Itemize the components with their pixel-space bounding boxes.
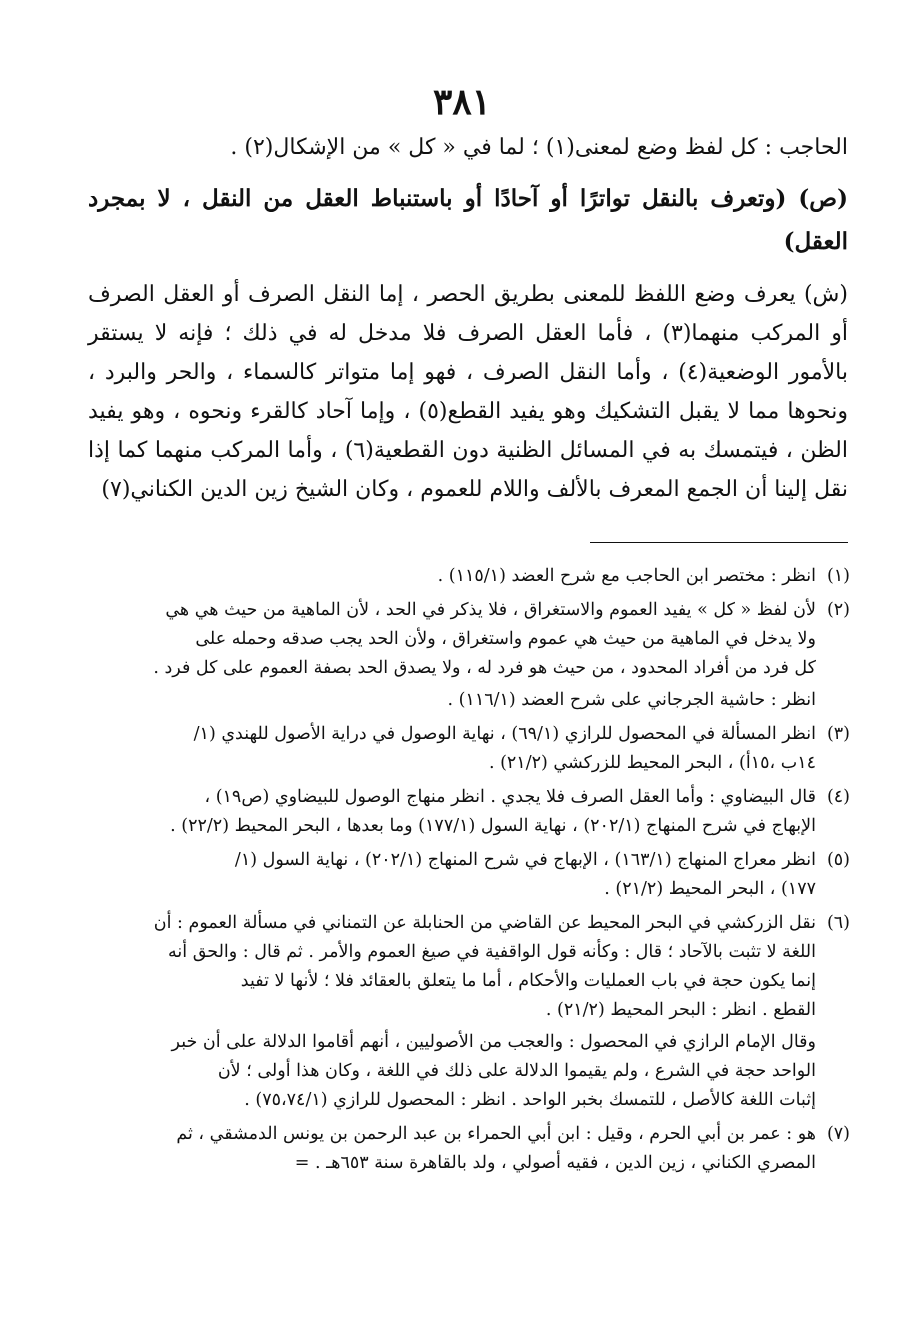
- footnote-number: (٢): [826, 600, 850, 620]
- footnote-line: ولا يدخل في الماهية من حيث هي عموم واستغراق ، ولأن الحد يجب صدقه وحمله على: [195, 629, 816, 649]
- footnote-line: ١٧٧) ، البحر المحيط (٢١/٢) .: [604, 879, 816, 899]
- footnote-number: (٤): [826, 787, 850, 807]
- footnote-number: (١): [826, 566, 850, 586]
- footnote-line: المصري الكناني ، زين الدين ، فقيه أصولي ، ولد بالقاهرة سنة ٦٥٣هـ . =: [294, 1153, 816, 1173]
- footnote-body: [60, 909, 816, 1115]
- page-number: ٣٨١: [432, 81, 491, 123]
- footnote-sub-line: الواحد حجة في الشرع ، ولم يقيموا الدلالة على ذلك في اللغة ، وكان هذا أولى ؛ لأن: [217, 1061, 816, 1081]
- footnote-body: [60, 720, 816, 778]
- footnote-sub-line: انظر : حاشية الجرجاني على شرح العضد (١١٦/١) .: [447, 690, 816, 710]
- footnote-number: (٥): [826, 850, 850, 870]
- footnote-line: اللغة لا تثبت بالآحاد ؛ قال : وكأنه قول الواقفية في صيغ العموم والأمر . ثم قال : والحق أنه: [168, 942, 816, 962]
- main-text: [88, 128, 848, 509]
- footnote-divider: [590, 542, 848, 543]
- footnote: [60, 846, 850, 904]
- footnote-line: هو : عمر بن أبي الحرم ، وقيل : ابن أبي الحمراء بن عبد الرحمن بن يونس الدمشقي ، ثم: [176, 1124, 816, 1144]
- footnote: [60, 562, 850, 591]
- footnote: [60, 783, 850, 841]
- footnote-line: لأن لفظ « كل » يفيد العموم والاستغراق ، فلا يذكر في الحد ، لأن الماهية من حيث هي هي: [165, 600, 816, 620]
- footnote-line: إنما يكون حجة في باب العمليات والأحكام ، أما ما يتعلق بالعقائد فلا ؛ لأنها لا تفيد: [240, 971, 816, 991]
- footnote-line: انظر معراج المنهاج (١٦٣/١) ، الإبهاج في شرح المنهاج (٢٠٢/١) ، نهاية السول (١/: [234, 850, 816, 870]
- footnote-body: [60, 1120, 816, 1178]
- footnote-body: [60, 562, 816, 591]
- footnote-line: الإبهاج في شرح المنهاج (٢٠٢/١) ، نهاية السول (١٧٧/١) وما بعدها ، البحر المحيط (٢٢/٢) .: [170, 816, 816, 836]
- footnote-line: نقل الزركشي في البحر المحيط عن القاضي من الحنابلة عن التمناني في مسألة العموم : أن: [153, 913, 816, 933]
- intro-paragraph: الحاجب : كل لفظ وضع لمعنى(١) ؛ لما في « كل » من الإشكال(٢) .: [230, 135, 848, 160]
- footnote: [60, 909, 850, 1115]
- footnote-body: [60, 596, 816, 715]
- footnote-line: انظر : مختصر ابن الحاجب مع شرح العضد (١١٥/١) .: [437, 566, 816, 586]
- sharh-paragraph: (ش) يعرف وضع اللفظ للمعنى بطريق الحصر ، إما النقل الصرف أو العقل الصرف أو المركب منهما(٣) ، فأما العقل الصرف فلا مدخل له في ذلك ؛ فإنه لا يستقر بالأمور الوضعية(٤) ، وأما النقل الصرف ، فهو إما متواتر كالسماء ، والحر والبرد ، ونحوها مما لا يقبل التشكيك وهو يفيد القطع(٥) ، وإما آحاد كالقرء ونحوه ، وهو يفيد الظن ، فيتمسك به في المسائل الظنية دون القطعية(٦) ، وأما المركب منهما كما إذا نقل إلينا أن الجمع المعرف بالألف واللام للعموم ، وكان الشيخ زين الدين الكناني(٧): [88, 282, 848, 502]
- footnote: [60, 720, 850, 778]
- footnote-line: قال البيضاوي : وأما العقل الصرف فلا يجدي . انظر منهاج الوصول للبيضاوي (ص١٩) ،: [204, 787, 816, 807]
- footnote-number: (٦): [826, 913, 850, 933]
- footnote-number: (٣): [826, 724, 850, 744]
- footnote-body: [60, 783, 816, 841]
- footnote-line: انظر المسألة في المحصول للرازي (٦٩/١) ، نهاية الوصول في دراية الأصول للهندي (١/: [193, 724, 816, 744]
- footnote-sub-line: وقال الإمام الرازي في المحصول : والعجب من الأصوليين ، أنهم أقاموا الدلالة على أن خبر: [171, 1032, 816, 1052]
- footnote-line: القطع . انظر : البحر المحيط (٢١/٢) .: [545, 1000, 816, 1020]
- footnote-line: ١٤ب ،١٥أ) ، البحر المحيط للزركشي (٢١/٢) .: [488, 753, 816, 773]
- footnote: [60, 596, 850, 715]
- footnote: [60, 1120, 850, 1178]
- footnote-line: كل فرد من أفراد المحدود ، من حيث هو فرد له ، ولا يصدق الحد بصفة العموم على كل فرد .: [153, 658, 816, 678]
- footnote-number: (٧): [826, 1124, 850, 1144]
- footnote-sub-line: إثبات اللغة كالأصل ، للتمسك بخبر الواحد . انظر : المحصول للرازي (٧٥،٧٤/١) .: [244, 1090, 816, 1110]
- footnote-body: [60, 846, 816, 904]
- footnotes: [60, 562, 850, 1183]
- matn-paragraph: (ص) (وتعرف بالنقل تواترًا أو آحادًا أو باستنباط العقل من النقل ، لا بمجرد العقل): [88, 185, 848, 255]
